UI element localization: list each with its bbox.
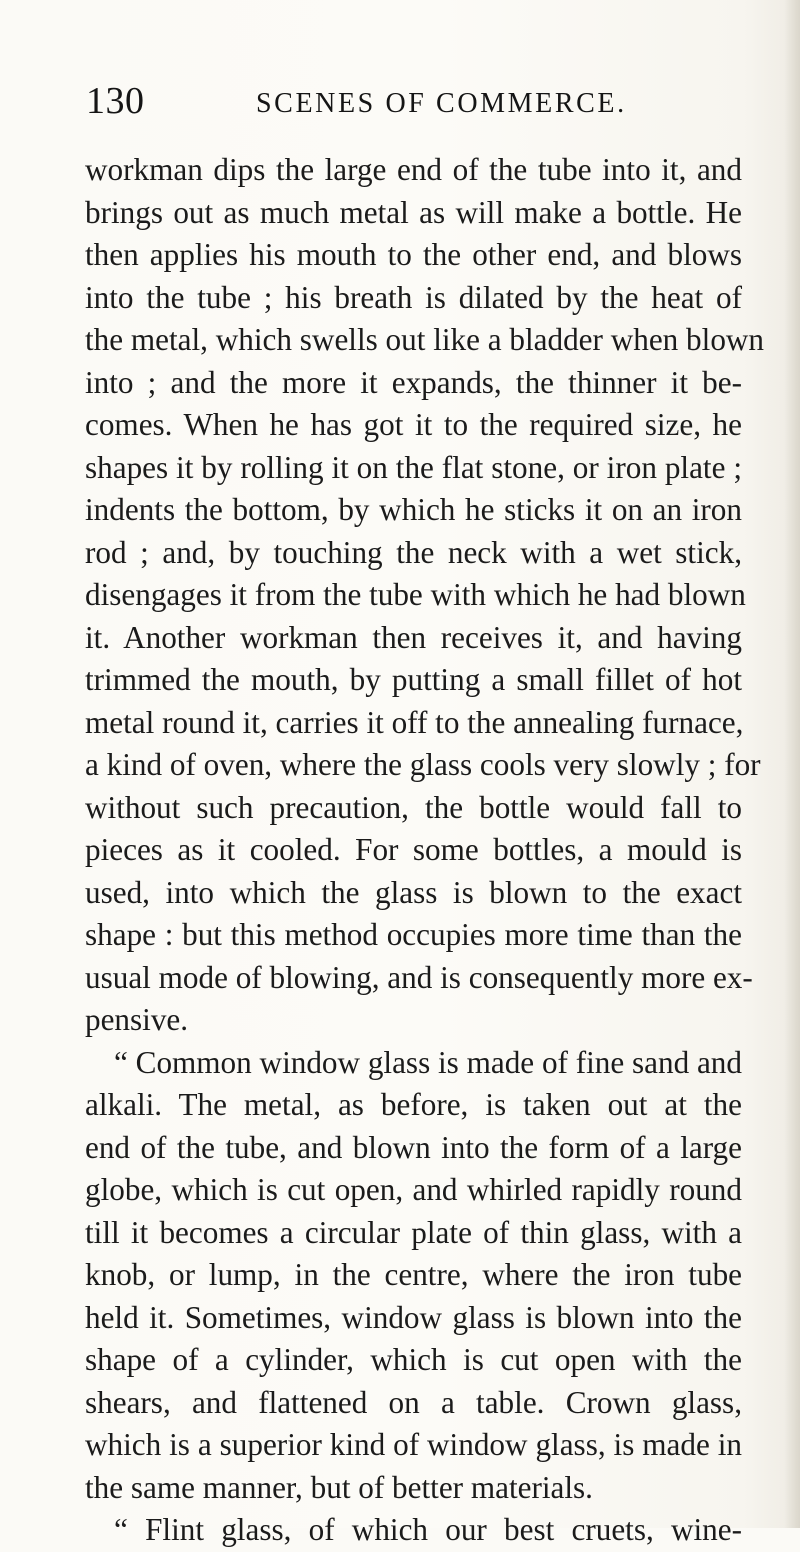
text-line: shape : but this method occupies more time than the <box>85 917 742 952</box>
text-line: without such precaution, the bottle would fall to <box>85 789 742 825</box>
page-number: 130 <box>86 80 145 122</box>
text-line: shape of a cylinder, which is cut open with the <box>85 1342 742 1377</box>
text-line: “ Flint glass, of which our best cruets, wine- <box>114 1512 742 1547</box>
text-line: into the tube ; his breath is dilated by the heat of <box>85 279 742 315</box>
text-line: shears, and flattened on a table. Crown glass, <box>85 1384 742 1420</box>
text-line: metal round it, carries it off to the annealing furnace, <box>85 704 744 740</box>
running-title: SCENES OF COMMERCE. <box>256 88 627 119</box>
text-line: till it becomes a circular plate of thin glass, with a <box>85 1214 742 1250</box>
text-line: pensive. <box>85 1002 189 1037</box>
text-line: end of the tube, and blown into the form of a large <box>85 1129 742 1165</box>
text-line: shapes it by rolling it on the flat stone, or iron plate ; <box>85 449 742 485</box>
text-line: indents the bottom, by which he sticks it on an iron <box>85 492 742 527</box>
text-line: disengages it from the tube with which he had blown <box>85 577 746 612</box>
text-line: knob, or lump, in the centre, where the iron tube <box>85 1257 742 1292</box>
text-line: a kind of oven, where the glass cools very slowly ; for <box>85 747 761 782</box>
text-line: the same manner, but of better materials. <box>85 1469 593 1505</box>
text-line: alkali. The metal, as before, is taken out at the <box>85 1087 742 1122</box>
text-line: then applies his mouth to the other end, and blows <box>85 237 742 272</box>
text-line: comes. When he has got it to the required size, he <box>85 407 742 442</box>
text-line: held it. Sometimes, window glass is blown into the <box>85 1299 742 1335</box>
text-line: pieces as it cooled. For some bottles, a mould is <box>85 832 742 867</box>
text-line: workman dips the large end of the tube into it, and <box>85 152 742 187</box>
text-line: rod ; and, by touching the neck with a wet stick, <box>85 534 742 570</box>
text-line: it. Another workman then receives it, and having <box>85 619 742 655</box>
text-line: usual mode of blowing, and is consequently more ex- <box>85 959 753 995</box>
text-line: globe, which is cut open, and whirled rapidly round <box>85 1172 742 1207</box>
page-edge-shadow <box>784 0 800 1528</box>
body-text <box>85 149 765 1552</box>
text-line: the metal, which swells out like a bladder when blown <box>85 322 765 357</box>
text-line: brings out as much metal as will make a bottle. He <box>85 194 742 230</box>
text-line: trimmed the mouth, by putting a small fillet of hot <box>85 662 742 697</box>
text-line: “ Common window glass is made of fine sand and <box>114 1044 742 1080</box>
running-head <box>86 79 746 123</box>
text-line: used, into which the glass is blown to the exact <box>85 874 742 910</box>
text-line: which is a superior kind of window glass, is made in <box>85 1427 742 1462</box>
text-line: into ; and the more it expands, the thinner it be- <box>85 364 742 400</box>
